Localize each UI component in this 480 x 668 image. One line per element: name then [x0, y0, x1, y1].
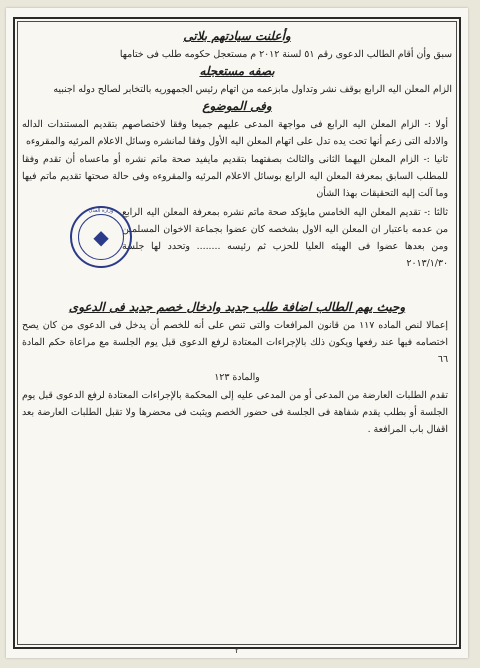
- eagle-icon: ◆: [93, 225, 109, 249]
- third-request-block: [22, 204, 452, 274]
- paragraph-first-request: أولا :- الزام المعلن اليه الرابع فى مواجهة المدعى عليهم جميعا وفقا لاختصاصهم بتقديم المستندات الداله والادله التى زعم أنها تحت يده تدل على اتهام المعلن اليه الأول وفقا لمانشره وسائل الاعلام المرئيه والمقروءه: [22, 119, 448, 147]
- page-number: ٢: [234, 646, 240, 656]
- stamp-text: وزارة العدل: [88, 208, 114, 214]
- heading-wherefore: وحيث يهم الطالب اضافة طلب جديد وادخال خصم جديد فى الدعوى: [68, 300, 406, 314]
- paragraph-urgent-request: الزام المعلن اليه الرابع بوقف نشر وتداول مابزعمه من اتهام رئيس الجمهوريه بالتخابر لصالح دوله اجنبيه: [53, 84, 452, 95]
- paragraph-previous-case: سبق وأن أقام الطالب الدعوى رقم ٥١ لسنة ٢٠١٢ م مستعجل حكومه طلب فى ختامها: [119, 49, 452, 60]
- paragraph-article-123: تقدم الطلبات العارضة من المدعى أو من المدعى عليه إلى المحكمة بالإجراءات المعتادة لرفع الدعوى قبل يوم الجلسة أو بطلب يقدم شفاهة فى الجلسة فى حضور الخصم ويثبت فى محضرها ولا تقبل الطلبات العارضة بعد اقفال باب المرافعة .: [22, 390, 448, 435]
- document-page: [6, 8, 468, 658]
- paragraph-third-request: ثالثا :- تقديم المعلن اليه الخامس مايؤكد صحة ماتم نشره بمعرفة المعلن اليه الرابع من عدمه باعتبار ان المعلن اليه الاول بشخصه كان عضوا بجماعة الاخوان المسلمين ومن بعدها عضوا فى الهيئه العليا للحزب ثم رئيسه ........ وتحدد لها جلسة ٢٠١٣/١/٣٠: [122, 207, 448, 269]
- heading-announce: وأعلنت سيادتهم بلاتى: [183, 29, 291, 43]
- paragraph-article-117: إعمالا لنص الماده ١١٧ من قانون المرافعات والتى تنص على أنه للخصم أن يدخل فى الدعوى من كان يصح اختصامه فيها عند رفعها ويكون ذلك بالإجراءات المعتادة لرفع الدعوى قبل يوم الجلسة مع مراعاة حكم المادة ٦٦: [22, 320, 448, 365]
- paragraph-article-123-title: والمادة ١٢٣: [214, 372, 260, 383]
- document-body: [22, 28, 452, 642]
- paragraph-second-request: ثانيا :- الزام المعلن اليهما الثانى والثالث بصفتهما بتقديم مايفيد صحة ماتم نشره أو ماعساه أن تقدم وفقا للمطلب السابق بمعرفة المعلن اليه الرابع بوسائل الاعلام المرئيه والمقروءه وفى حالة صحتها تقديم ماتم فيها وما آلت إليه التحقيقات بهذا الشأن: [22, 154, 448, 199]
- heading-urgent: بصفه مستعجله: [199, 64, 275, 78]
- heading-subject: وفى الموضوع: [202, 99, 272, 113]
- official-stamp: [70, 206, 132, 268]
